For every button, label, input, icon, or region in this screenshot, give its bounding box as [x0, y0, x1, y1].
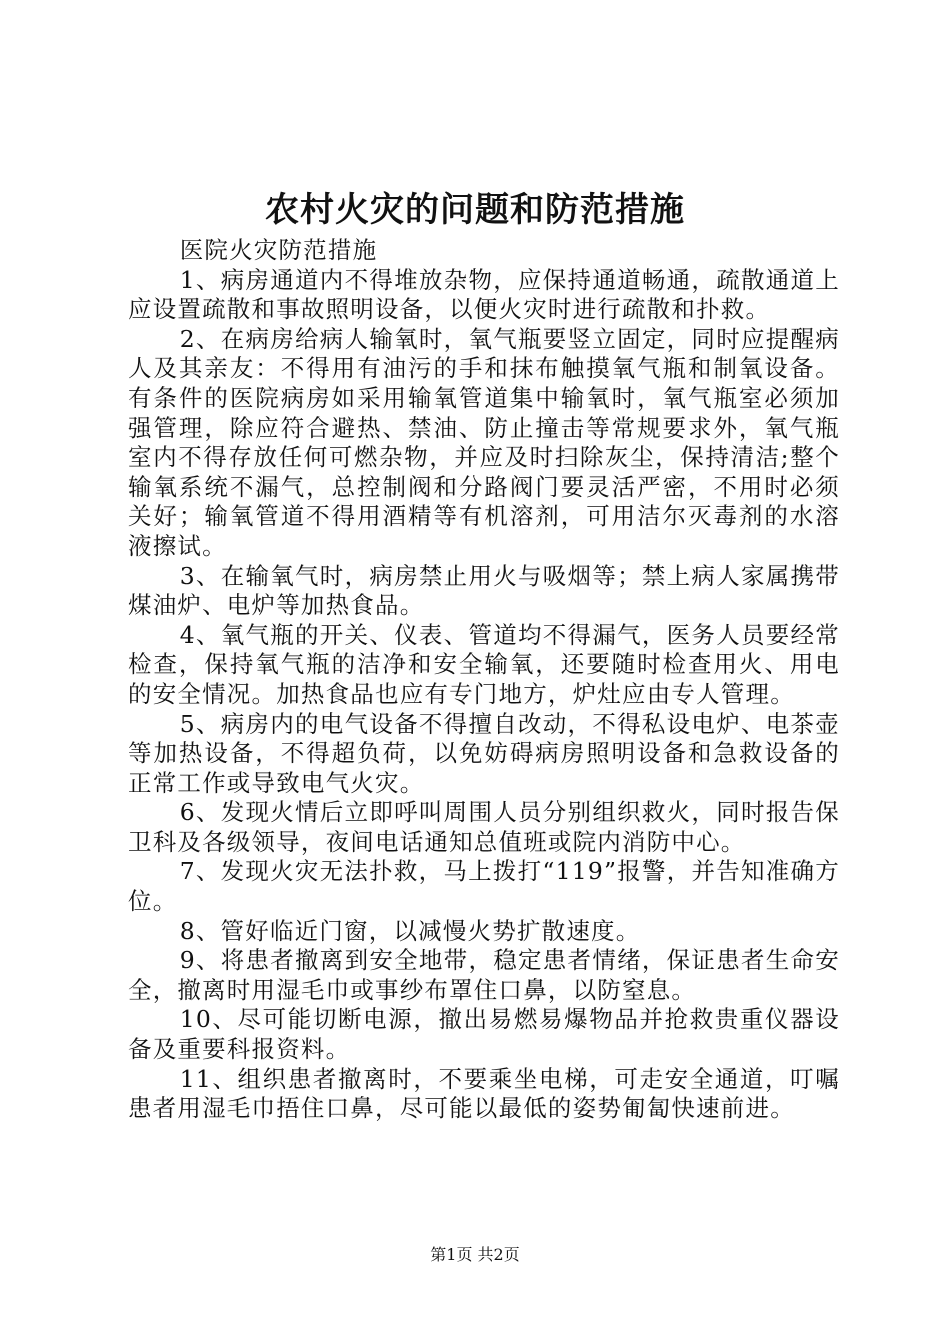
page-title: 农村火灾的问题和防范措施	[265, 190, 685, 230]
paragraph-9: 9、将患者撤离到安全地带，稳定患者情绪，保证患者生命安全，撤离时用湿毛巾或事纱布罩住口鼻，以防窒息。	[128, 946, 840, 1004]
paragraph-5: 5、病房内的电气设备不得擅自改动，不得私设电炉、电茶壶等加热设备，不得超负荷，以免妨碍病房照明设备和急救设备的正常工作或导致电气火灾。	[128, 709, 840, 797]
subheading: 医院火灾防范措施	[179, 236, 378, 264]
page-indicator: 第1页 共2页	[430, 1245, 520, 1264]
document-body	[128, 236, 840, 1124]
paragraph-8: 8、管好临近门窗，以减慢火势扩散速度。	[179, 916, 641, 945]
paragraph-1: 1、病房通道内不得堆放杂物，应保持通道畅通，疏散通道上应设置疏散和事故照明设备，以便火灾时进行疏散和扑救。	[128, 265, 840, 324]
paragraph-10: 10、尽可能切断电源，撤出易燃易爆物品并抢救贵重仪器设备及重要科报资料。	[128, 1005, 840, 1064]
paragraph-11: 11、组织患者撤离时，不要乘坐电梯，可走安全通道，叮嘱患者用湿毛巾捂住口鼻，尽可能以最低的姿势匍匐快速前进。	[128, 1064, 840, 1123]
paragraph-3: 3、在输氧气时，病房禁止用火与吸烟等；禁上病人家属携带煤油炉、电炉等加热食品。	[128, 561, 840, 620]
paragraph-4: 4、氧气瓶的开关、仪表、管道均不得漏气，医务人员要经常检查，保持氧气瓶的洁净和安全输氧，还要随时检查用火、用电的安全情况。加热食品也应有专门地方，炉灶应由专人管理。	[128, 620, 840, 708]
paragraph-7: 7、发现火灾无法扑救，马上拨打“119”报警，并告知准确方位。	[128, 857, 840, 916]
paragraph-6: 6、发现火情后立即呼叫周围人员分别组织救火，同时报告保卫科及各级领导，夜间电话通知总值班或院内消防中心。	[128, 798, 840, 856]
paragraph-2: 2、在病房给病人输氧时，氧气瓶要竖立固定，同时应提醒病人及其亲友：不得用有油污的手和抹布触摸氧气瓶和制氧设备。有条件的医院病房如采用输氧管道集中输氧时，氧气瓶室必须加强管理，除应符合避热、禁油、防止撞击等常规要求外，氧气瓶室内不得存放任何可燃杂物，并应及时扫除灰尘，保持清洁;整个输氧系统不漏气，总控制阀和分路阀门要灵活严密，不用时必须关好；输氧管道不得用酒精等有机溶剂，可用洁尔灭毒剂的水溶液擦试。	[128, 324, 840, 560]
